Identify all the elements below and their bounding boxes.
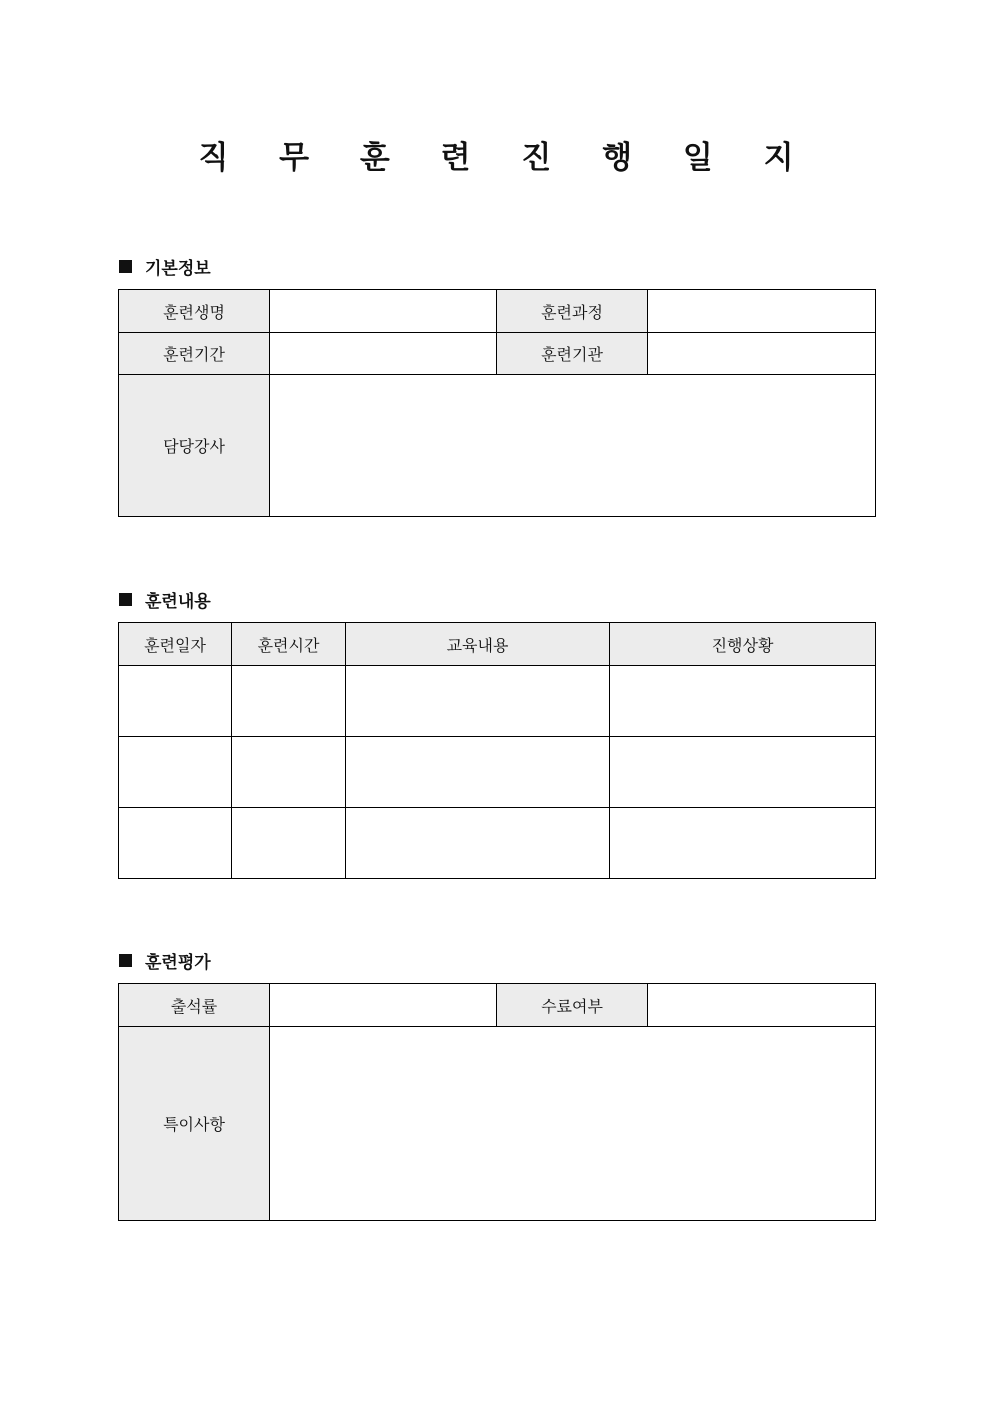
section-heading-label: 훈련내용 — [145, 592, 211, 612]
column-header-time: 훈련시간 — [232, 623, 346, 666]
date-cell[interactable] — [119, 666, 232, 737]
course-field[interactable] — [648, 290, 876, 333]
time-cell[interactable] — [232, 808, 346, 879]
content-cell[interactable] — [346, 808, 610, 879]
evaluation-table — [118, 983, 876, 1221]
document-title: 직 무 훈 련 진 행 일 지 — [198, 140, 814, 176]
remarks-label: 특이사항 — [119, 1027, 270, 1221]
institution-label: 훈련기관 — [497, 333, 648, 375]
date-cell[interactable] — [119, 808, 232, 879]
institution-field[interactable] — [648, 333, 876, 375]
content-cell[interactable] — [346, 666, 610, 737]
trainee-name-field[interactable] — [270, 290, 497, 333]
period-label: 훈련기간 — [119, 333, 270, 375]
time-cell[interactable] — [232, 666, 346, 737]
column-header-content: 교육내용 — [346, 623, 610, 666]
progress-cell[interactable] — [610, 666, 876, 737]
period-field[interactable] — [270, 333, 497, 375]
section-heading-basic-info — [119, 254, 211, 279]
table-row — [119, 666, 876, 737]
trainee-name-label: 훈련생명 — [119, 290, 270, 333]
table-row — [119, 808, 876, 879]
section-heading-label: 기본정보 — [145, 259, 211, 279]
square-bullet-icon — [119, 954, 132, 967]
section-heading-content — [119, 587, 211, 612]
square-bullet-icon — [119, 260, 132, 273]
table-row — [119, 737, 876, 808]
time-cell[interactable] — [232, 737, 346, 808]
date-cell[interactable] — [119, 737, 232, 808]
attendance-field[interactable] — [270, 984, 497, 1027]
course-label: 훈련과정 — [497, 290, 648, 333]
basic-info-table — [118, 289, 876, 517]
column-header-progress: 진행상황 — [610, 623, 876, 666]
training-content-table — [118, 622, 876, 879]
column-header-date: 훈련일자 — [119, 623, 232, 666]
instructor-field[interactable] — [270, 375, 876, 517]
instructor-label: 담당강사 — [119, 375, 270, 517]
remarks-field[interactable] — [270, 1027, 876, 1221]
completion-label: 수료여부 — [497, 984, 648, 1027]
content-cell[interactable] — [346, 737, 610, 808]
completion-field[interactable] — [648, 984, 876, 1027]
progress-cell[interactable] — [610, 808, 876, 879]
section-heading-evaluation — [119, 948, 211, 973]
section-heading-label: 훈련평가 — [145, 953, 211, 973]
progress-cell[interactable] — [610, 737, 876, 808]
attendance-label: 출석률 — [119, 984, 270, 1027]
square-bullet-icon — [119, 593, 132, 606]
